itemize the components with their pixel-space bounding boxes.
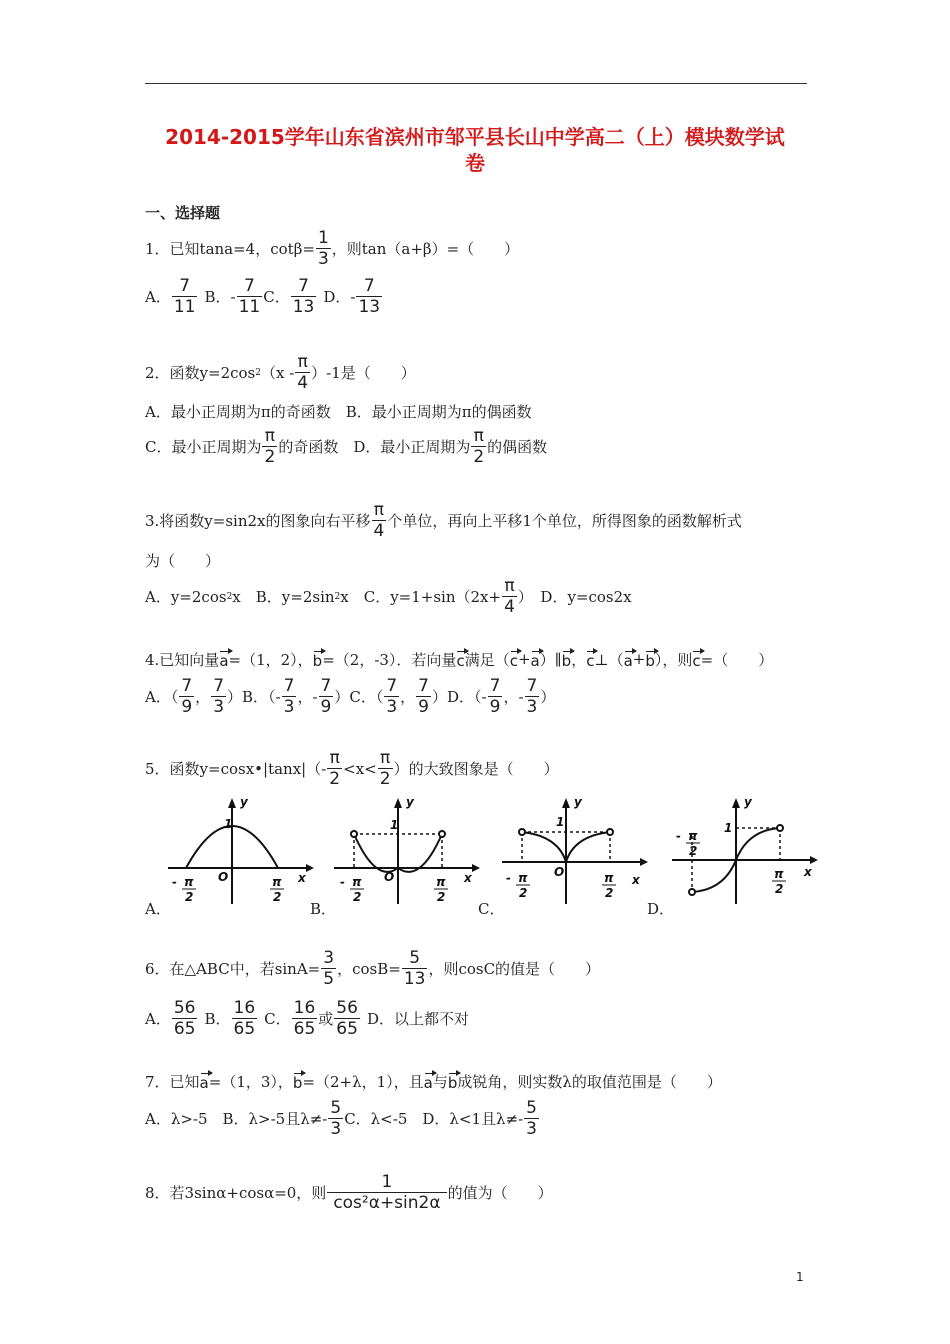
- q3-stem-end: 为（ ）: [145, 552, 221, 570]
- q7-stem: 7．已知: [145, 1072, 200, 1091]
- fraction: $\frac{\pi}{2}$: [329, 748, 341, 789]
- option-c-label: C．最小正周期为: [145, 438, 262, 456]
- fraction: $\frac{7}{9}$: [418, 676, 429, 717]
- option-cd-text: C．λ<-5 D．λ<1且λ≠-: [344, 1110, 524, 1128]
- q6-stem-mid: ，cosB=: [337, 960, 401, 978]
- q4-text: ⊥（: [594, 650, 624, 669]
- q4-text: 满足（: [464, 650, 510, 669]
- svg-text:1: 1: [724, 821, 733, 835]
- fraction: $\frac{3}{5}$: [323, 948, 335, 989]
- fraction: $\frac{56}{65}$: [173, 998, 196, 1039]
- graph-c: [500, 796, 650, 906]
- option-b-text: x B．y=2sin: [232, 588, 335, 606]
- svg-text:y: y: [574, 796, 582, 809]
- fraction: $\frac{\pi}{2}$: [379, 748, 391, 789]
- fraction: $\frac{7}{9}$: [489, 676, 501, 717]
- svg-text:-: -: [506, 871, 511, 885]
- q7-text: =（1，3），: [208, 1072, 293, 1091]
- q1-stem: 1．已知tana=4，cotβ=: [145, 240, 315, 258]
- q1-options: [145, 276, 383, 317]
- q4-stem: 4.已知向量: [145, 650, 220, 669]
- header-rule: [145, 83, 807, 84]
- q4-text: ，: [571, 650, 587, 669]
- vector-c: c: [456, 648, 464, 670]
- svg-text:2: 2: [273, 890, 282, 904]
- option-a-label: A．: [145, 288, 171, 306]
- fraction: $\frac{\pi}{2}$: [473, 426, 485, 467]
- q3-stem-mid: 个单位，再向上平移1个单位，所得图象的函数解析式: [387, 512, 742, 530]
- comma: ，: [400, 688, 416, 706]
- option-c-label: C．: [263, 288, 290, 306]
- svg-text:2: 2: [185, 890, 194, 904]
- superscript: 2: [255, 367, 261, 378]
- option-d-text: D．以上都不对: [366, 1010, 469, 1028]
- svg-text:π: π: [436, 875, 446, 889]
- graph-b: [332, 796, 482, 906]
- superscript: 2: [226, 591, 233, 602]
- q7-text: 与: [432, 1072, 448, 1091]
- option-c-label: ）C．（: [334, 688, 384, 706]
- svg-text:π: π: [184, 875, 194, 889]
- comma-minus: ，-: [297, 688, 318, 706]
- q4-text: +: [632, 650, 646, 668]
- svg-text:x: x: [632, 873, 640, 887]
- fraction: $\frac{16}{65}$: [293, 998, 316, 1039]
- q4-text: +: [517, 650, 531, 668]
- q7-options: [145, 1098, 540, 1139]
- svg-text:-: -: [172, 875, 177, 889]
- fraction: $\frac{5}{3}$: [330, 1098, 342, 1139]
- page-number: 1: [796, 1270, 804, 1284]
- fraction: $\frac{\pi}{4}$: [373, 500, 385, 541]
- svg-text:1: 1: [224, 817, 233, 831]
- fraction: $\frac{7}{9}$: [320, 676, 332, 717]
- svg-text:-: -: [340, 875, 345, 889]
- vector-c: c: [692, 648, 700, 670]
- q5-stem: 5．函数y=cosx•|tanx|（-: [145, 760, 327, 778]
- svg-text:π: π: [774, 867, 784, 881]
- vector-a: a: [531, 648, 540, 670]
- fraction: $\frac{5}{13}$: [403, 948, 426, 989]
- q6-stem: 6．在△ABC中，若sinA=: [145, 960, 321, 978]
- fraction: $\frac{7}{3}$: [526, 676, 538, 717]
- graph-c-label: C．: [478, 900, 505, 918]
- fraction: $\frac{7}{13}$: [358, 276, 381, 317]
- comma-minus: ，-: [503, 688, 524, 706]
- or-word: 或: [318, 1010, 334, 1028]
- svg-text:1: 1: [390, 818, 399, 832]
- fraction: $\frac{16}{65}$: [233, 998, 256, 1039]
- svg-text:π: π: [688, 829, 698, 843]
- option-c-text: x C．y=1+sin（2x+: [340, 588, 502, 606]
- q6-options: [145, 998, 469, 1039]
- option-b-label: B．-: [204, 288, 236, 306]
- q4-text: =（ ）: [700, 650, 774, 669]
- q8-stem-end: 的值为（ ）: [447, 1184, 553, 1202]
- svg-text:y: y: [240, 796, 248, 809]
- option-d-text: 的偶函数: [487, 438, 548, 456]
- page-title-cont: 卷: [465, 151, 485, 175]
- comma: ，: [195, 688, 211, 706]
- fraction: $\frac{7}{3}$: [283, 676, 295, 717]
- option-b-label: ）B．（-: [227, 688, 281, 706]
- q2-options-ab: A．最小正周期为π的奇函数 B．最小正周期为π的偶函数: [145, 403, 532, 421]
- option-ab-text: A．λ>-5 B．λ>-5且λ≠-: [145, 1110, 328, 1128]
- q4-options: [145, 676, 555, 717]
- svg-text:y: y: [744, 796, 752, 809]
- fraction: $\frac{1}{3}$: [317, 228, 329, 269]
- vector-c: c: [586, 648, 594, 670]
- svg-text:-: -: [676, 829, 681, 843]
- svg-text:2: 2: [775, 882, 784, 896]
- q4-text: ），则: [654, 650, 693, 669]
- fraction: $\frac{7}{3}$: [386, 676, 398, 717]
- option-d-label: D．-: [323, 288, 356, 306]
- graph-a: [166, 796, 316, 906]
- svg-text:π: π: [604, 871, 614, 885]
- question-7: [145, 1070, 722, 1092]
- q4-text: =（1，2），: [228, 650, 313, 669]
- vector-b: b: [645, 648, 655, 670]
- fraction: $\frac{1}{\text{cos²α+sin2α}}$: [327, 1172, 446, 1213]
- svg-text:O: O: [554, 865, 565, 879]
- question-1: [145, 228, 519, 269]
- svg-text:x: x: [298, 871, 306, 885]
- paren-close: ）: [540, 688, 556, 706]
- q4-text: ）∥: [539, 650, 562, 669]
- option-d-label: ）D．（-: [432, 688, 487, 706]
- svg-text:2: 2: [519, 886, 528, 900]
- svg-text:2: 2: [605, 886, 614, 900]
- page-title: 2014-2015学年山东省滨州市邹平县长山中学高二（上）模块数学试: [165, 125, 785, 149]
- svg-text:O: O: [218, 870, 229, 884]
- fraction: $\frac{7}{11}$: [173, 276, 196, 317]
- svg-text:π: π: [272, 875, 282, 889]
- fraction: $\frac{\pi}{4}$: [297, 352, 309, 393]
- fraction: $\frac{56}{65}$: [336, 998, 358, 1039]
- fraction: $\frac{7}{9}$: [181, 676, 193, 717]
- vector-b: b: [313, 648, 323, 670]
- vector-b: b: [562, 648, 572, 670]
- vector-a: a: [424, 1070, 433, 1092]
- vector-a: a: [219, 648, 228, 670]
- q8-stem: 8．若3sinα+cosα=0，则: [145, 1184, 327, 1202]
- fraction: $\frac{\pi}{2}$: [264, 426, 276, 467]
- graph-d-label: D．: [647, 900, 675, 918]
- q2-stem: 2．函数y=2cos: [145, 364, 256, 382]
- option-c-label: C．: [264, 1010, 291, 1028]
- svg-text:x: x: [464, 871, 472, 885]
- question-4: [145, 648, 773, 670]
- fraction: $\frac{\pi}{4}$: [504, 576, 515, 617]
- vector-a: a: [200, 1070, 209, 1092]
- superscript: 2: [334, 591, 341, 602]
- question-3: [145, 500, 742, 541]
- svg-text:1: 1: [556, 815, 565, 829]
- q6-stem-end: ，则cosC的值是（ ）: [428, 960, 601, 978]
- graph-a-label: A．: [145, 900, 171, 918]
- graph-b-label: B．: [310, 900, 337, 918]
- vector-c: c: [510, 648, 518, 670]
- option-a-label: A．: [145, 1010, 171, 1028]
- fraction: $\frac{5}{3}$: [526, 1098, 537, 1139]
- svg-text:y: y: [406, 796, 414, 809]
- q2-stem-end: ）-1是（ ）: [311, 364, 416, 382]
- question-6: [145, 948, 600, 989]
- question-2: [145, 352, 416, 393]
- svg-text:2: 2: [437, 890, 446, 904]
- svg-text:2: 2: [353, 890, 362, 904]
- fraction: $\frac{7}{3}$: [213, 676, 225, 717]
- q1-stem-end: ，则tan（a+β）=（ ）: [331, 240, 520, 258]
- q2-stem-mid: （x -: [261, 364, 295, 382]
- option-a-label: A．（: [145, 688, 179, 706]
- vector-a: a: [624, 648, 633, 670]
- svg-text:2: 2: [689, 844, 698, 858]
- question-8: [145, 1172, 553, 1213]
- svg-text:x: x: [804, 865, 812, 879]
- graph-d: [670, 796, 820, 906]
- svg-text:π: π: [352, 875, 362, 889]
- vector-b: b: [293, 1070, 303, 1092]
- q4-text: =（2，-3）．若向量: [322, 650, 457, 669]
- option-b-label: B．: [204, 1010, 231, 1028]
- q5-stem-mid: <x<: [343, 759, 377, 778]
- option-c-text: 的奇函数 D．最小正周期为: [278, 438, 471, 456]
- svg-text:π: π: [518, 871, 528, 885]
- svg-text:O: O: [384, 870, 395, 884]
- option-a-text: A．y=2cos: [145, 588, 227, 606]
- fraction: $\frac{7}{13}$: [292, 276, 315, 317]
- q7-text: 成锐角，则实数λ的取值范围是（ ）: [457, 1072, 722, 1091]
- q5-stem-end: ）的大致图象是（ ）: [393, 760, 559, 778]
- section-heading: 一、选择题: [145, 204, 221, 222]
- question-5: [145, 748, 559, 789]
- q3-options: [145, 576, 632, 617]
- vector-b: b: [448, 1070, 458, 1092]
- q2-options-cd: [145, 426, 547, 467]
- option-d-text: ） D．y=cos2x: [517, 588, 632, 606]
- q3-stem: 3.将函数y=sin2x的图象向右平移: [145, 512, 371, 530]
- fraction: $\frac{7}{11}$: [238, 276, 261, 317]
- q7-text: =（2+λ，1），且: [302, 1072, 424, 1091]
